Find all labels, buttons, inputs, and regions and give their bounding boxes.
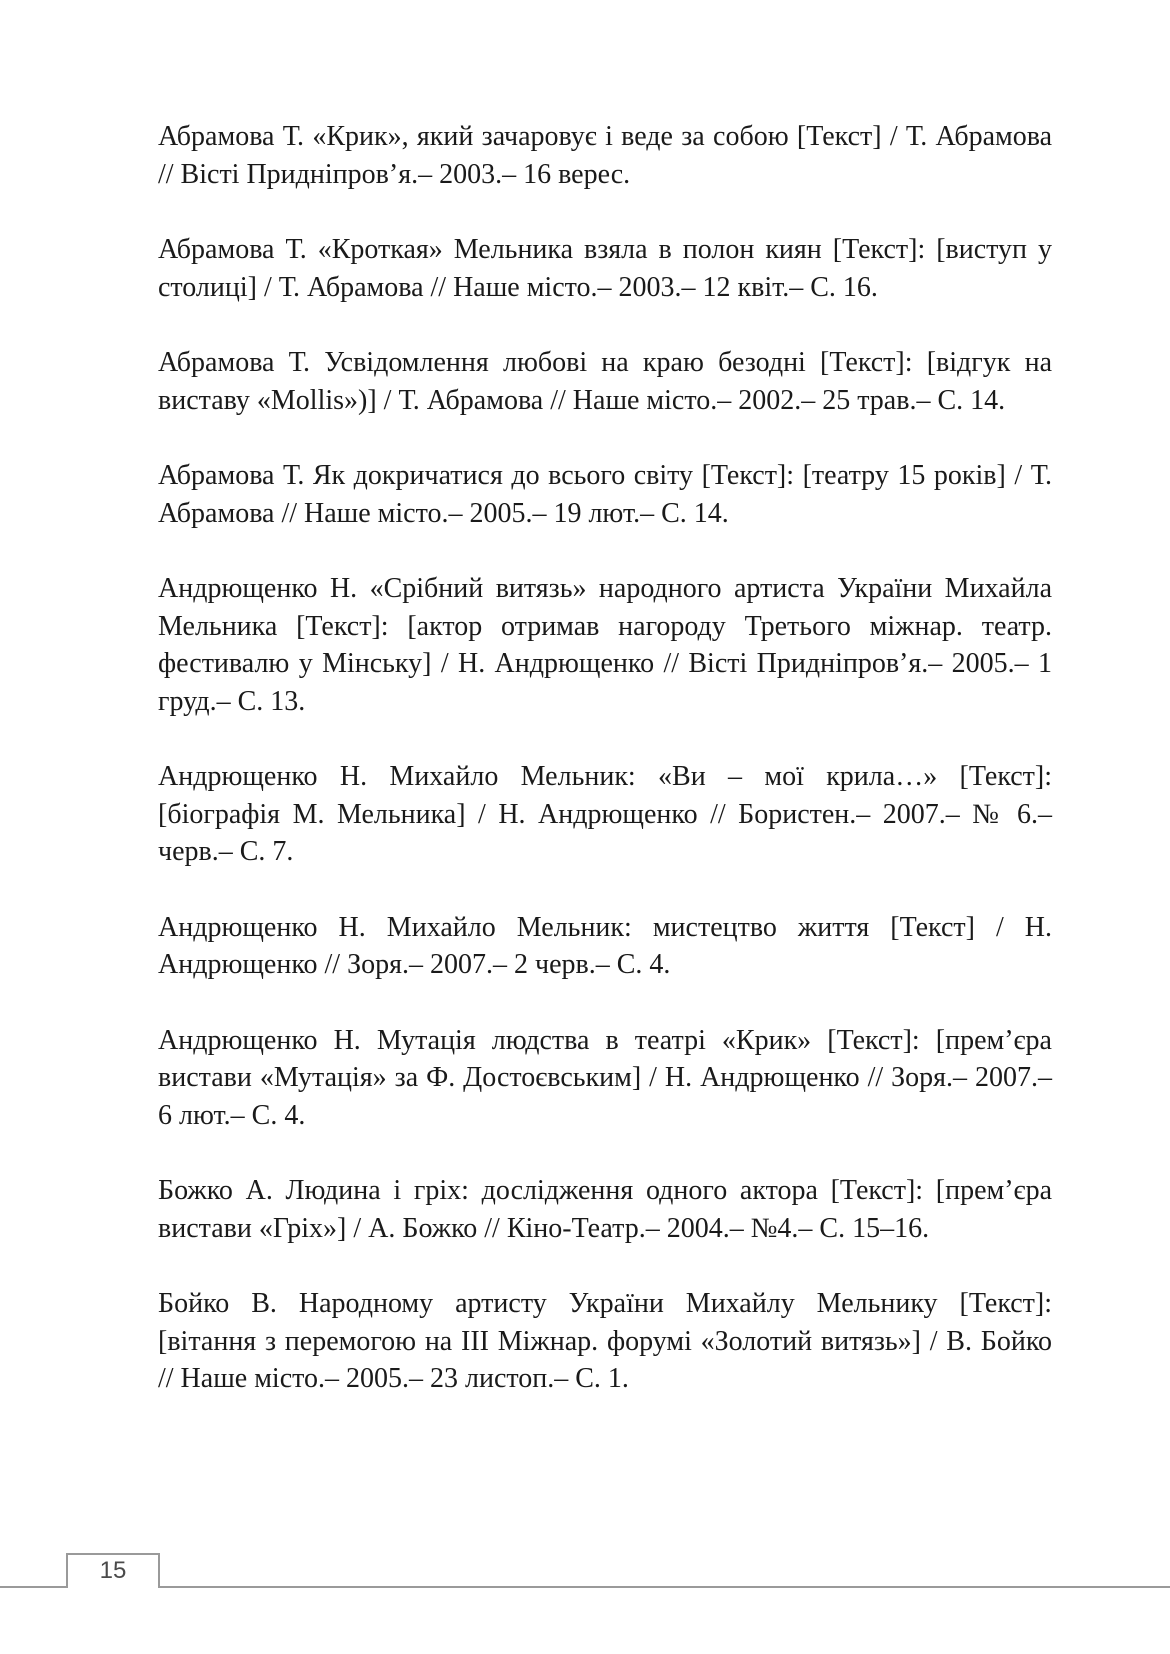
bibliography-entry: Андрющенко Н. «Срібний витязь» народного артиста України Михайла Мельника [Текст]: [актор отримав нагороду Третього міжнар. театр. фестивалю у Мінську] / Н. Андрющенко // Вісті Придніпров’я.– 2005.– 1 груд.– С. 13. (158, 573, 1052, 717)
bibliography-entry: Андрющенко Н. Михайло Мельник: «Ви – мої крила…» [Текст]: [біографія М. Мельника] / Н. Андрющенко // Бористен.– 2007.– № 6.– черв.– С. 7. (158, 761, 1052, 867)
bibliography-entry: Абрамова Т. «Кроткая» Мельника взяла в полон киян [Текст]: [виступ у столиці] / Т. Абрамова // Наше місто.– 2003.– 12 квіт.– С. 16. (158, 234, 1052, 303)
bibliography-entry: Андрющенко Н. Мутація людства в театрі «Крик» [Текст]: [прем’єра вистави «Мутація» за Ф. Достоєвським] / Н. Андрющенко // Зоря.– 2007.– 6 лют.– С. 4. (158, 1024, 1052, 1131)
bibliography-entry: Андрющенко Н. Михайло Мельник: мистецтво життя [Текст] / Н. Андрющенко // Зоря.– 2007.– 2 черв.– С. 4. (158, 911, 1052, 980)
bibliography-entry: Абрамова Т. Усвідомлення любові на краю безодні [Текст]: [відгук на виставу «Mollis»)] / Т. Абрамова // Наше місто.– 2002.– 25 трав.– С. 14. (158, 347, 1052, 416)
page-number: 15 (99, 1557, 127, 1584)
footer-rule (0, 1586, 1170, 1588)
bibliography-list (158, 118, 1052, 1436)
bibliography-entry: Бойко В. Народному артисту України Михайлу Мельнику [Текст]: [вітання з перемогою на III Міжнар. форумі «Золотий витязь»] / В. Бойко // Наше місто.– 2005.– 23 листоп.– С. 1. (158, 1288, 1052, 1394)
bibliography-entry: Абрамова Т. Як докричатися до всього світу [Текст]: [театру 15 років] / Т. Абрамова // Наше місто.– 2005.– 19 лют.– С. 14. (158, 460, 1052, 529)
bibliography-entry: Божко А. Людина і гріх: дослідження одного актора [Текст]: [прем’єра вистави «Гріх»] / А. Божко // Кіно-Театр.– 2004.– №4.– С. 15–16. (158, 1175, 1052, 1244)
bibliography-entry: Абрамова Т. «Крик», який зачаровує і веде за собою [Текст] / Т. Абрамова // Вісті Придніпров’я.– 2003.– 16 верес. (158, 121, 1052, 190)
